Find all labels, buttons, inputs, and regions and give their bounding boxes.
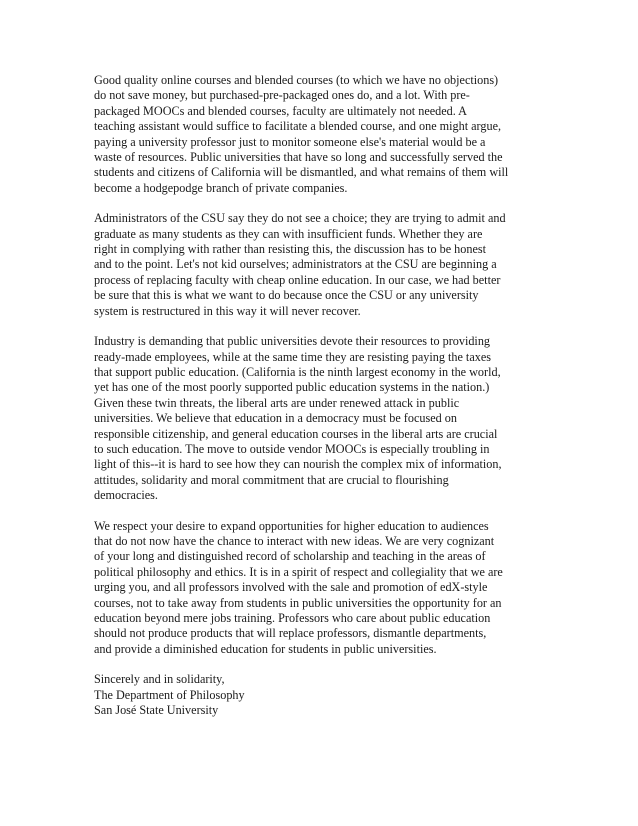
text-line: graduate as many students as they can with insufficient funds. Whether they are: [94, 226, 483, 241]
text-line: do not save money, but purchased-pre-packaged ones do, and a lot. With pre-: [94, 88, 470, 103]
text-line: packaged MOOCs and blended courses, faculty are ultimately not needed. A: [94, 103, 467, 118]
text-line: and provide a diminished education for students in public universities.: [94, 641, 437, 656]
text-line: should not produce products that will replace professors, dismantle departments,: [94, 626, 487, 641]
closing-salutation: Sincerely and in solidarity,: [94, 672, 225, 687]
text-line: light of this--it is hard to see how they can nourish the complex mix of information,: [94, 457, 502, 472]
text-line: courses, not to take away from students in public universities the opportunity for an: [94, 595, 502, 610]
text-line: Good quality online courses and blended courses (to which we have no objections): [94, 73, 499, 87]
text-line: right in complying with rather than resisting this, the discussion has to be honest: [94, 242, 486, 257]
text-line: process of replacing faculty with cheap online education. In our case, we had better: [94, 272, 501, 287]
text-line: universities. We believe that education in a democracy must be focused on: [94, 411, 457, 426]
text-line: yet has one of the most poorly supported public education systems in the nation.): [94, 380, 490, 395]
text-line: responsible citizenship, and general education courses in the liberal arts are crucial: [94, 426, 498, 441]
text-line: political philosophy and ethics. It is in a spirit of respect and collegiality that we are: [94, 564, 503, 579]
text-line: Industry is demanding that public universities devote their resources to providing: [94, 334, 491, 349]
text-line: of your long and distinguished record of scholarship and teaching in the areas of: [94, 549, 486, 564]
paragraph-3: [94, 334, 550, 503]
letter-page: [94, 73, 550, 718]
text-line: We respect your desire to expand opportunities for higher education to audiences: [94, 518, 489, 533]
text-line: urging you, and all professors involved with the sale and promotion of edX-style: [94, 580, 488, 595]
text-line: waste of resources. Public universities that have so long and successfully served the: [94, 150, 503, 165]
text-line: that support public education. (California is the ninth largest economy in the world,: [94, 364, 501, 379]
signature-department: The Department of Philosophy: [94, 687, 245, 702]
closing-signature: [94, 672, 550, 718]
text-line: democracies.: [94, 488, 158, 503]
text-line: attitudes, solidarity and moral commitment that are crucial to flourishing: [94, 472, 449, 487]
paragraph-1: [94, 73, 550, 196]
text-line: teaching assistant would suffice to facilitate a blended course, and one might argue,: [94, 119, 502, 134]
text-line: and to the point. Let's not kid ourselves; administrators at the CSU are beginning a: [94, 257, 497, 272]
text-line: students and citizens of California will be dismantled, and what remains of them will: [94, 165, 509, 180]
text-line: be sure that this is what we want to do because once the CSU or any university: [94, 288, 479, 303]
text-line: Given these twin threats, the liberal arts are under renewed attack in public: [94, 395, 460, 410]
paragraph-4: [94, 519, 550, 658]
text-line: ready-made employees, while at the same time they are resisting paying the taxes: [94, 349, 491, 364]
text-line: Administrators of the CSU say they do not see a choice; they are trying to admit and: [94, 211, 506, 226]
text-line: that do not now have the chance to interact with new ideas. We are very cognizant: [94, 533, 495, 548]
text-line: to such education. The move to outside vendor MOOCs is especially troubling in: [94, 441, 490, 456]
text-line: education beyond mere jobs training. Professors who care about public education: [94, 611, 491, 625]
text-line: system is restructured in this way it will never recover.: [94, 303, 361, 318]
signature-university: San José State University: [94, 703, 219, 718]
text-line: become a hodgepodge branch of private companies.: [94, 180, 348, 195]
text-line: paying a university professor just to monitor someone else's material would be a: [94, 134, 486, 149]
paragraph-2: [94, 211, 550, 319]
